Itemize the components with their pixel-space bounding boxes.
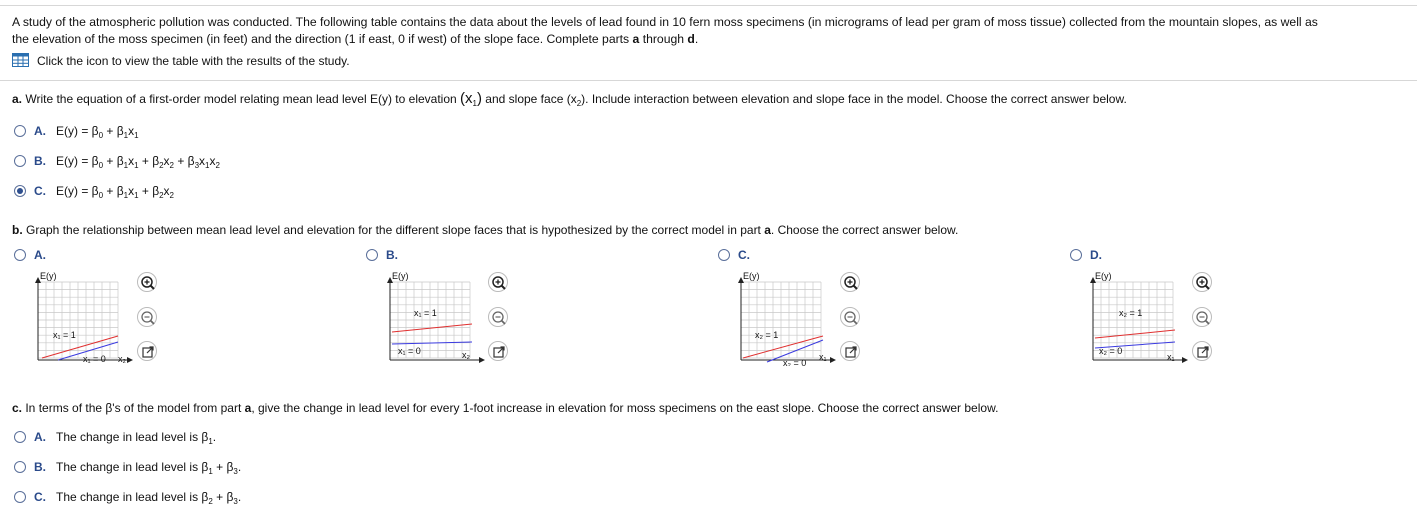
y-axis-label: E(y) [392, 271, 409, 281]
eq-sub: 1 [134, 131, 139, 140]
part-a-x1: (x [460, 90, 473, 107]
eq-part: x [163, 154, 170, 168]
radio-button[interactable] [14, 431, 26, 443]
eq-sub: 1 [134, 161, 139, 170]
eq-part: x [209, 154, 216, 168]
ans-sub: 1 [208, 437, 213, 446]
ans-part: The change in lead level is β [56, 430, 209, 444]
eq-sub: 2 [159, 191, 164, 200]
x-axis-label: x₂ [118, 354, 126, 364]
problem-intro [12, 14, 1407, 48]
graph-svg [733, 270, 843, 366]
part-a-option-a[interactable] [14, 124, 139, 138]
radio-button[interactable] [14, 155, 26, 167]
eq-part: E(y) = β [56, 184, 99, 198]
view-table-text[interactable]: Click the icon to view the table with the results of the study. [37, 54, 350, 68]
intro-through: through [639, 32, 688, 46]
intro-period: . [694, 32, 699, 46]
part-c-option-b[interactable] [14, 460, 241, 474]
eq-sub: 2 [169, 191, 174, 200]
x-axis-arrow [479, 357, 485, 363]
radio-dot [17, 188, 23, 194]
zoom-in-icon[interactable] [488, 272, 508, 292]
option-letter: A. [34, 248, 46, 262]
line-label-top: x₂ = 1 [1119, 308, 1143, 318]
ans-sub: 2 [208, 497, 213, 506]
zoom-out-icon[interactable] [840, 307, 860, 327]
option-letter: B. [34, 154, 46, 168]
part-c-label: c. [12, 401, 23, 415]
part-c-bold-a: a [244, 401, 252, 415]
part-a-option-c[interactable] [14, 184, 174, 198]
line-label-top: x₂ = 1 [755, 330, 779, 340]
line-label-top: x₁ = 1 [53, 330, 76, 340]
eq-sub: 1 [123, 191, 129, 200]
eq-part: x [199, 154, 206, 168]
eq-part: E(y) = β [56, 154, 99, 168]
line-label-bottom: x₂ = 0 [1099, 346, 1123, 356]
intro-line-2: the elevation of the moss specimen (in feet) and the direction (1 if east, 0 if west) of the slope face. Complete parts [12, 32, 633, 46]
part-c-text-2: , give the change in lead level for every 1-foot increase in elevation for moss specimens on the east slope. Choose the correct answer below. [251, 401, 999, 415]
zoom-in-icon[interactable] [137, 272, 157, 292]
radio-button[interactable] [718, 249, 730, 261]
part-c-text-1: In terms of the β's of the model from part [22, 401, 245, 415]
ans-part: The change in lead level is β [56, 490, 209, 504]
intro-bold-d: d [687, 32, 695, 46]
eq-part: x [128, 184, 135, 198]
eq-sub: 3 [194, 161, 200, 170]
part-a-text-2: and slope face (x [481, 92, 577, 106]
line-label-bottom: x₁ = 0 [398, 346, 421, 356]
ans-part: . [237, 490, 242, 504]
part-b-text-1: Graph the relationship between mean lead level and elevation for the different slope faces that is hypothesized by the correct model in part [22, 223, 765, 237]
option-letter: D. [1090, 248, 1102, 262]
intro-line-1: A study of the atmospheric pollution was conducted. The following table contains the data about the levels of lead found in 10 fern moss specimens (in micrograms of lead per gram of moss tissue) collected from the mountain slopes, as well as [12, 15, 1318, 29]
zoom-out-icon[interactable] [488, 307, 508, 327]
open-new-window-icon[interactable] [840, 341, 860, 361]
eq-part: + β [138, 184, 160, 198]
line-label-top: x₁ = 1 [414, 308, 437, 318]
part-b-question [12, 223, 958, 237]
x-axis-arrow [830, 357, 836, 363]
radio-button[interactable] [14, 491, 26, 503]
graph-svg [30, 270, 140, 366]
option-equation [56, 124, 139, 138]
section-divider [0, 80, 1417, 81]
red-line [1095, 330, 1175, 338]
graph-c [733, 270, 843, 366]
graph-a [30, 270, 140, 366]
eq-sub: 1 [123, 161, 129, 170]
part-a-label: a. [12, 92, 23, 106]
part-a-question [12, 90, 1127, 107]
y-axis-label: E(y) [40, 271, 57, 281]
zoom-out-icon[interactable] [137, 307, 157, 327]
radio-button[interactable] [14, 249, 26, 261]
eq-sub: 0 [98, 131, 104, 140]
eq-sub: 2 [215, 161, 220, 170]
eq-sub: 1 [134, 191, 139, 200]
part-b-bold-a: a [764, 223, 771, 237]
zoom-in-icon[interactable] [1192, 272, 1212, 292]
part-b-option-a[interactable] [14, 248, 56, 262]
eq-sub: 2 [159, 161, 164, 170]
option-letter: C. [34, 184, 46, 198]
part-b-label: b. [12, 223, 23, 237]
option-answer [56, 430, 216, 444]
radio-button[interactable] [14, 125, 26, 137]
radio-button[interactable] [1070, 249, 1082, 261]
radio-button[interactable] [14, 461, 26, 473]
ans-part: . [212, 430, 217, 444]
x-axis-label: x₁ [819, 352, 827, 362]
graph-svg [382, 270, 492, 366]
option-letter: B. [386, 248, 398, 262]
part-b-text-2: . Choose the correct answer below. [770, 223, 959, 237]
eq-sub: 0 [98, 191, 104, 200]
option-answer [56, 460, 241, 474]
eq-sub: 2 [169, 161, 174, 170]
intro-bold-a: a [632, 32, 640, 46]
option-equation [56, 154, 220, 168]
x-axis-arrow [127, 357, 133, 363]
radio-button[interactable] [366, 249, 378, 261]
eq-sub: 1 [123, 131, 129, 140]
eq-part: E(y) = β [56, 124, 99, 138]
eq-part: + β [103, 124, 124, 138]
view-table-link[interactable] [12, 53, 350, 69]
part-a-option-b[interactable] [14, 154, 220, 168]
open-new-window-icon[interactable] [137, 341, 157, 361]
part-a-x2-sub: 2 [576, 99, 582, 108]
part-b-option-b[interactable] [366, 248, 408, 262]
ans-part: The change in lead level is β [56, 460, 209, 474]
part-a-x1-close: ) [476, 90, 482, 107]
eq-part: + β [103, 154, 124, 168]
y-axis-label: E(y) [1095, 271, 1112, 281]
eq-part: + β [174, 154, 195, 168]
radio-button-selected[interactable] [14, 185, 26, 197]
eq-part: x [128, 124, 135, 138]
part-a-text-1: Write the equation of a first-order model relating mean lead level E(y) to elevation [22, 92, 461, 106]
option-letter: A. [34, 430, 46, 444]
ans-sub: 3 [233, 497, 238, 506]
red-line [392, 324, 472, 332]
y-axis-label: E(y) [743, 271, 760, 281]
part-a-text-3: ). Include interaction between elevation and slope face in the model. Choose the correct answer below. [581, 92, 1127, 106]
top-divider [0, 5, 1417, 6]
x-axis-label: x₁ [1167, 352, 1175, 362]
option-letter: A. [34, 124, 46, 138]
eq-part: x [128, 154, 135, 168]
table-icon[interactable] [12, 53, 29, 70]
line-label-bottom: x₁ = 0 [83, 354, 106, 364]
ans-part: . [237, 460, 242, 474]
zoom-in-icon[interactable] [840, 272, 860, 292]
graph-svg [1085, 270, 1195, 366]
graph-b [382, 270, 492, 366]
part-c-option-c[interactable] [14, 490, 241, 504]
option-answer [56, 490, 241, 504]
eq-part: x [163, 184, 170, 198]
part-a-x1-sub: 1 [472, 99, 477, 108]
eq-sub: 0 [98, 161, 104, 170]
open-new-window-icon[interactable] [1192, 341, 1212, 361]
eq-sub: 1 [205, 161, 210, 170]
open-new-window-icon[interactable] [488, 341, 508, 361]
x-axis-arrow [1182, 357, 1188, 363]
option-letter: C. [738, 248, 750, 262]
option-letter: C. [34, 490, 46, 504]
part-b-option-d[interactable] [1070, 248, 1112, 262]
x-axis-label: x₂ [462, 350, 470, 360]
ans-part: + β [212, 490, 234, 504]
part-c-option-a[interactable] [14, 430, 216, 444]
zoom-out-icon[interactable] [1192, 307, 1212, 327]
part-c-question [12, 401, 998, 415]
graph-d [1085, 270, 1195, 366]
option-letter: B. [34, 460, 46, 474]
eq-part: + β [103, 184, 124, 198]
ans-part: + β [212, 460, 234, 474]
eq-part: + β [138, 154, 160, 168]
option-equation [56, 184, 174, 198]
ans-sub: 3 [233, 467, 238, 476]
ans-sub: 1 [208, 467, 213, 476]
line-label-bottom: x₂ = 0 [783, 358, 807, 366]
part-b-option-c[interactable] [718, 248, 760, 262]
